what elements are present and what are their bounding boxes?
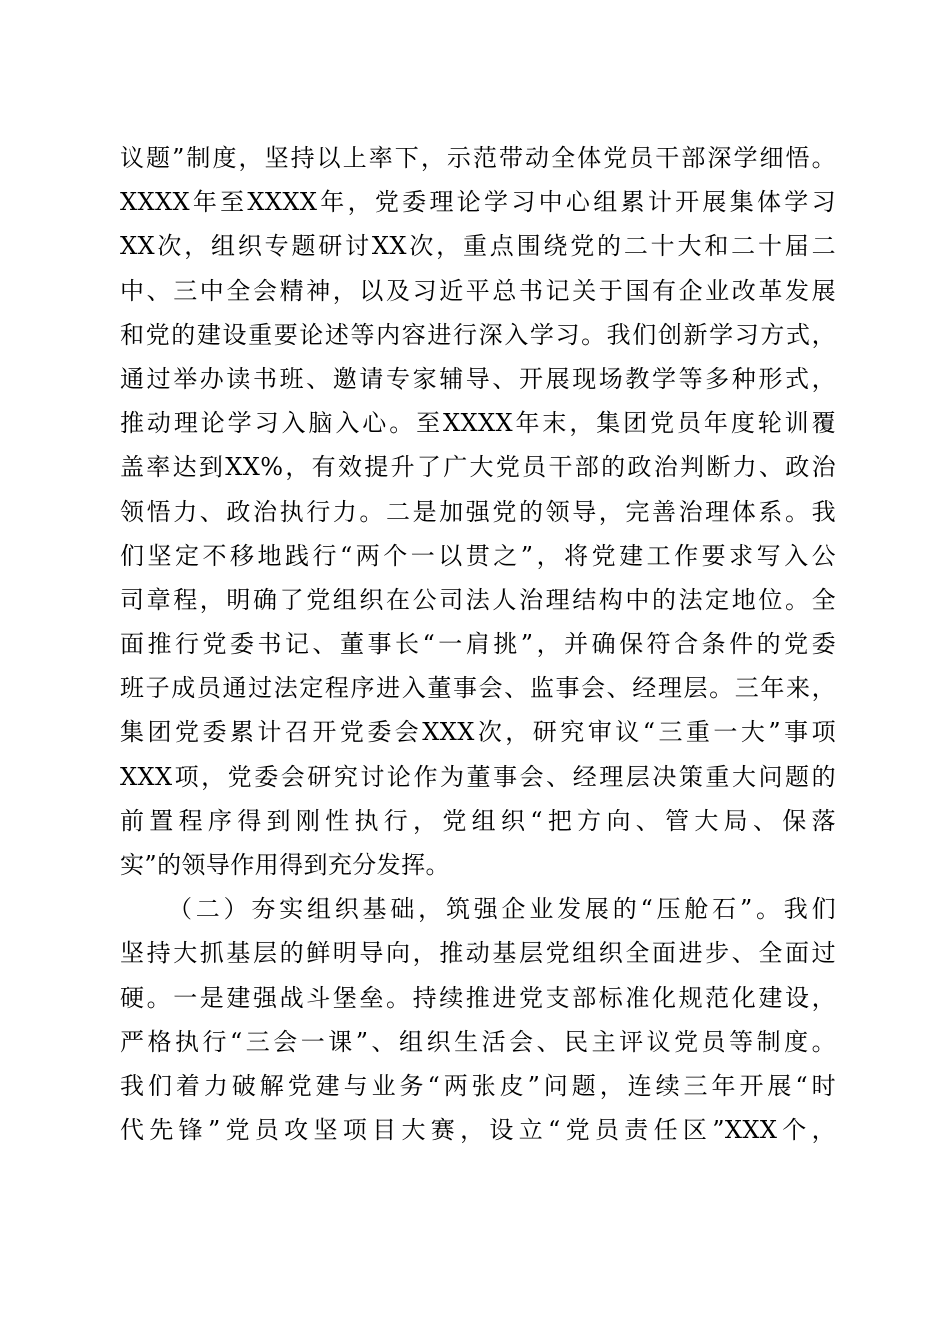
text-line: XXX项，党委会研究讨论作为董事会、经理层决策重大问题的 bbox=[120, 762, 836, 791]
text-line: 议题”制度，坚持以上率下，示范带动全体党员干部深学细悟。 bbox=[120, 144, 836, 172]
text-line: 前置程序得到刚性执行，党组织“把方向、管大局、保落 bbox=[120, 806, 836, 835]
text-line: 班子成员通过法定程序进入董事会、监事会、经理层。三年来， bbox=[120, 674, 836, 703]
text-line: 通过举办读书班、邀请专家辅导、开展现场教学等多种形式， bbox=[120, 364, 836, 393]
body-text bbox=[120, 136, 836, 1152]
text-line: 司章程，明确了党组织在公司法人治理结构中的法定地位。全 bbox=[120, 585, 836, 614]
text-line: 我们着力破解党建与业务“两张皮”问题，连续三年开展“时 bbox=[120, 1071, 836, 1100]
text-line: XX次，组织专题研讨XX次，重点围绕党的二十大和二十届二 bbox=[120, 232, 836, 261]
text-line: 坚持大抓基层的鲜明导向，推动基层党组织全面进步、全面过 bbox=[120, 939, 836, 968]
text-line: 面推行党委书记、董事长“一肩挑”，并确保符合条件的党委 bbox=[120, 630, 836, 659]
text-line: 严格执行“三会一课”、组织生活会、民主评议党员等制度。 bbox=[120, 1027, 836, 1056]
text-line: 中、三中全会精神，以及习近平总书记关于国有企业改革发展 bbox=[120, 276, 836, 305]
text-line: 盖率达到XX%，有效提升了广大党员干部的政治判断力、政治 bbox=[120, 453, 836, 482]
paragraph-start-line: （二）夯实组织基础，筑强企业发展的“压舱石”。我们 bbox=[168, 895, 836, 924]
text-line: 和党的建设重要论述等内容进行深入学习。我们创新学习方式， bbox=[120, 320, 836, 349]
text-line: 代先锋”党员攻坚项目大赛，设立“党员责任区”XXX个， bbox=[120, 1116, 836, 1145]
text-line: 领悟力、政治执行力。二是加强党的领导，完善治理体系。我 bbox=[120, 497, 836, 526]
text-line: 推动理论学习入脑入心。至XXXX年末，集团党员年度轮训覆 bbox=[120, 409, 836, 438]
text-line: 集团党委累计召开党委会XXX次，研究审议“三重一大”事项 bbox=[120, 718, 836, 747]
text-line: 硬。一是建强战斗堡垒。持续推进党支部标准化规范化建设， bbox=[120, 983, 836, 1012]
text-line: 们坚定不移地践行“两个一以贯之”，将党建工作要求写入公 bbox=[120, 541, 836, 570]
text-line: XXXX年至XXXX年，党委理论学习中心组累计开展集体学习 bbox=[120, 188, 836, 217]
paragraph-end-line: 实”的领导作用得到充分发挥。 bbox=[120, 851, 450, 879]
